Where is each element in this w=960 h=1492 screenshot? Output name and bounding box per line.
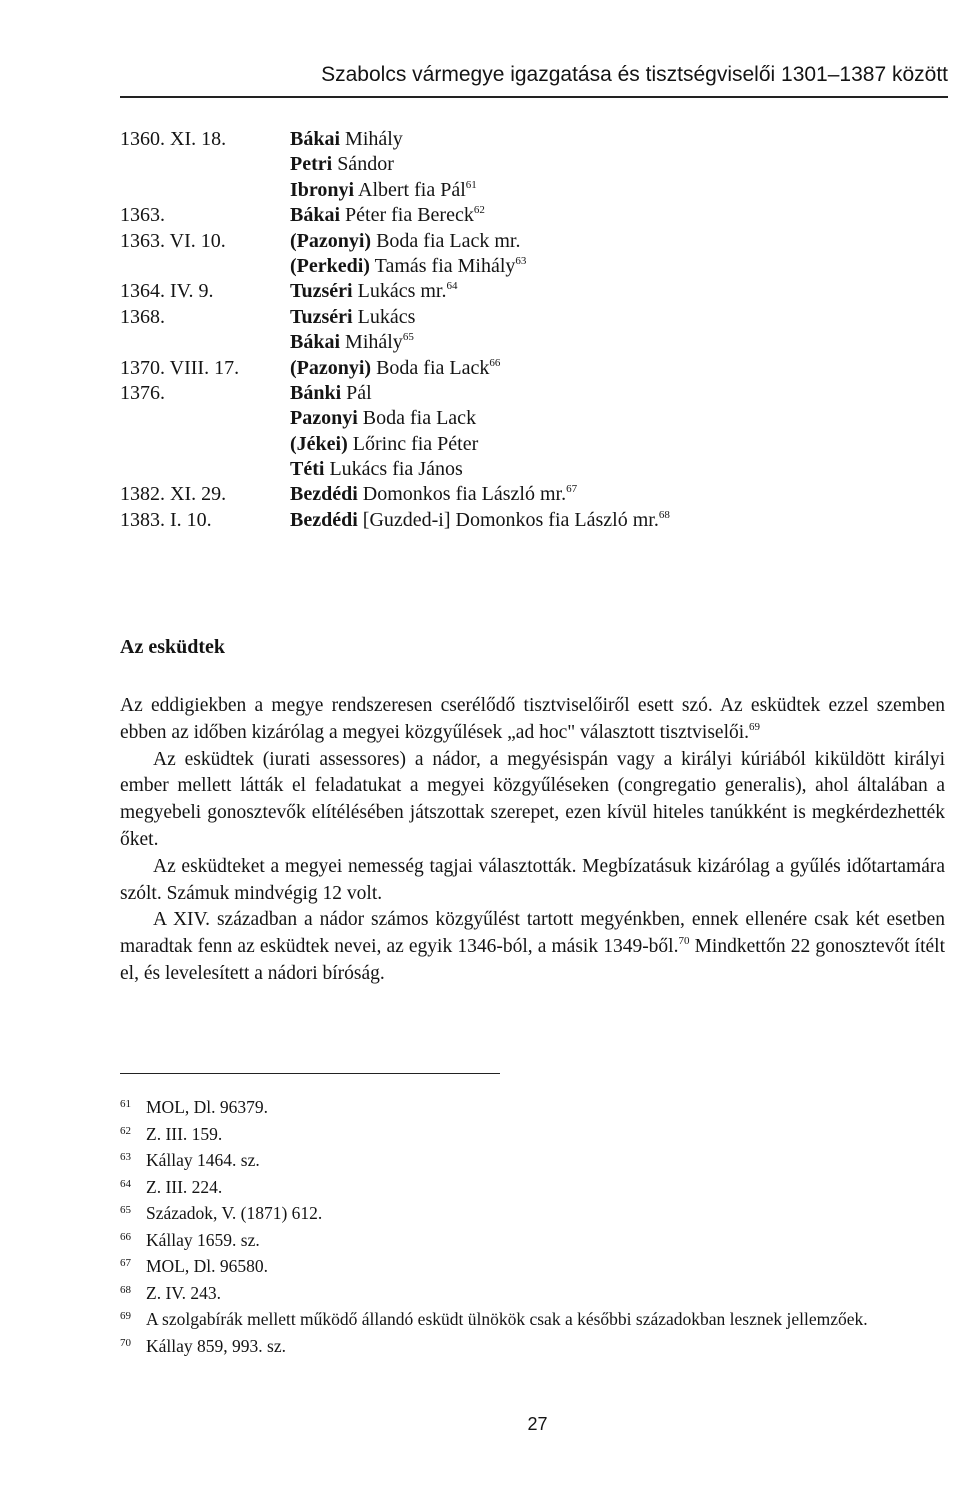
list-item xyxy=(120,508,948,533)
footnote xyxy=(120,1147,948,1174)
entry-name: (Jékei) Lőrinc fia Péter xyxy=(290,432,479,455)
list-item xyxy=(120,457,948,482)
footnote xyxy=(120,1280,948,1307)
entry-date xyxy=(120,254,290,279)
footnote xyxy=(120,1094,948,1121)
footnote-text: Kállay 1659. sz. xyxy=(146,1229,260,1250)
footnote-text: Z. III. 159. xyxy=(146,1123,223,1144)
entry-name: (Perkedi) Tamás fia Mihály$^{63}$ xyxy=(290,254,527,277)
running-header: Szabolcs vármegye igazgatása és tisztségviselői 1301–1387 között xyxy=(321,63,948,86)
list-item xyxy=(120,356,948,381)
entry-date xyxy=(120,432,290,457)
entry-date: 1368. xyxy=(120,305,165,328)
footnote xyxy=(120,1253,948,1280)
list-item xyxy=(120,203,948,228)
entry-name: Bákai Mihály$^{65}$ xyxy=(290,331,414,354)
footnote xyxy=(120,1333,948,1360)
footnote-number: 64 xyxy=(120,1177,131,1190)
footnote-text: Z. IV. 243. xyxy=(146,1282,222,1303)
entry-name: Ibronyi Albert fia Pál$^{61}$ xyxy=(290,178,477,201)
list-item xyxy=(120,254,948,279)
footnote-ref: 63 xyxy=(515,254,527,267)
entry-date: 1360. XI. 18. xyxy=(120,128,227,150)
footnote-number: 67 xyxy=(120,1257,131,1269)
footnote-text: MOL, Dl. 96580. xyxy=(146,1256,269,1276)
footnote-ref: 64 xyxy=(446,280,458,293)
header-rule xyxy=(120,96,948,98)
entry-date: 1363. VI. 10. xyxy=(120,229,226,252)
footnote-ref: 62 xyxy=(473,204,485,217)
footnote-number: 66 xyxy=(120,1230,131,1243)
footnote-ref: 69 xyxy=(749,720,761,733)
footnote-ref: 66 xyxy=(489,356,501,369)
footnote-number: 68 xyxy=(120,1283,131,1296)
section-heading: Az esküdtek xyxy=(120,636,226,658)
footnote xyxy=(120,1174,948,1201)
footnote-text: Kállay 859, 993. sz. xyxy=(146,1335,286,1356)
list-item xyxy=(120,381,948,406)
entry-date xyxy=(120,152,290,177)
entry-date: 1363. xyxy=(120,204,165,227)
entry-name: (Pazonyi) Boda fia Lack mr. xyxy=(290,229,521,252)
footnote-number: 61 xyxy=(120,1098,131,1110)
entry-name: Pazonyi Boda fia Lack xyxy=(290,407,477,430)
footnote-number: 65 xyxy=(120,1204,131,1216)
body-text xyxy=(120,693,945,988)
footnote-text: Z. III. 224. xyxy=(146,1176,223,1197)
entry-date xyxy=(120,330,290,355)
list-item xyxy=(120,279,948,304)
entry-date: 1383. I. 10. xyxy=(120,508,212,531)
list-item xyxy=(120,178,948,203)
entry-date: 1364. IV. 9. xyxy=(120,280,214,303)
entry-name: Tuzséri Lukács mr.$^{64}$ xyxy=(290,280,458,303)
paragraph: Az esküdtek (iurati assessores) a nádor, a megyésispán vagy a királyi kúriából kiküldött királyi ember mellett látták el feladatukat a megyei közgyűléseken (congregatio generalis), ahol általában a megyebeli gonosztevők elítélésében játszottak szerepet, ezen kívül hiteles tanúkként is megkérdezhették őket. xyxy=(120,748,945,850)
list-item xyxy=(120,406,948,431)
entry-date: 1370. VIII. 17. xyxy=(120,356,240,379)
footnote-ref: 61 xyxy=(465,178,477,191)
entry-date xyxy=(120,406,290,431)
entry-name: (Pazonyi) Boda fia Lack$^{66}$ xyxy=(290,356,501,379)
paragraph: A XIV. században a nádor számos közgyűlést tartott megyénkben, ennek ellenére csak két esetben maradtak fenn az esküdtek nevei, az egyik 1346-ból, a másik 1349-ből.$^{70}$ Mindkettőn 22 gonosztevőt ítélt el, és levelesített a nádori bíróság. xyxy=(120,909,945,984)
entry-name: Petri Sándor xyxy=(290,153,394,176)
footnote xyxy=(120,1121,948,1148)
entry-name: Bezdédi [Guzded-i] Domonkos fia László mr.$^{68}$ xyxy=(290,508,670,531)
entry-date xyxy=(120,178,290,203)
footnote-number: 70 xyxy=(120,1336,131,1349)
entry-name: Bákai Péter fia Bereck$^{62}$ xyxy=(290,204,485,227)
entry-name: Bákai Mihály xyxy=(290,128,403,150)
footnote-text: Századok, V. (1871) 612. xyxy=(146,1203,323,1223)
list-item xyxy=(120,152,948,177)
footnote-text: Kállay 1464. sz. xyxy=(146,1150,260,1170)
page-number: 27 xyxy=(527,1414,548,1434)
list-item xyxy=(120,330,948,355)
entry-date xyxy=(120,457,290,482)
footnote-number: 69 xyxy=(120,1310,131,1322)
list-item xyxy=(120,127,948,152)
paragraph: Az eddigiekben a megye rendszeresen cserélődő tisztviselőiről esett szó. Az esküdtek ezzel szemben ebben az időben kizárólag a megyei közgyűlések „ad hoc" választott tisztviselői.$^{69}$ xyxy=(120,695,945,743)
entry-name: Téti Lukács fia János xyxy=(290,458,463,481)
entry-name: Tuzséri Lukács xyxy=(290,305,416,328)
footnote-ref: 70 xyxy=(678,935,690,948)
footnote-number: 63 xyxy=(120,1151,131,1163)
footnote xyxy=(120,1200,948,1227)
footnote-ref: 67 xyxy=(566,483,578,496)
entry-date: 1382. XI. 29. xyxy=(120,483,227,506)
footnote xyxy=(120,1227,948,1254)
footnote-number: 62 xyxy=(120,1124,131,1137)
footnote xyxy=(120,1306,948,1333)
paragraph: Az esküdteket a megyei nemesség tagjai választották. Megbízatásuk kizárólag a gyűlés időtartamára szólt. Számuk mindvégig 12 volt. xyxy=(120,855,945,904)
footnote-rule xyxy=(120,1073,500,1074)
footnote-text: A szolgabírák mellett működő állandó esküdt ülnökök csak a későbbi századokban lesznek jellemzőek. xyxy=(146,1309,868,1329)
footnotes xyxy=(120,1094,948,1359)
footnote-ref: 65 xyxy=(402,331,414,344)
officials-list xyxy=(120,127,948,533)
entry-name: Bánki Pál xyxy=(290,381,372,404)
list-item xyxy=(120,432,948,457)
entry-name: Bezdédi Domonkos fia László mr.$^{67}$ xyxy=(290,483,578,506)
footnote-ref: 68 xyxy=(658,508,670,521)
list-item xyxy=(120,482,948,507)
list-item xyxy=(120,229,948,254)
entry-date: 1376. xyxy=(120,381,165,404)
footnote-text: MOL, Dl. 96379. xyxy=(146,1097,269,1117)
list-item xyxy=(120,305,948,330)
